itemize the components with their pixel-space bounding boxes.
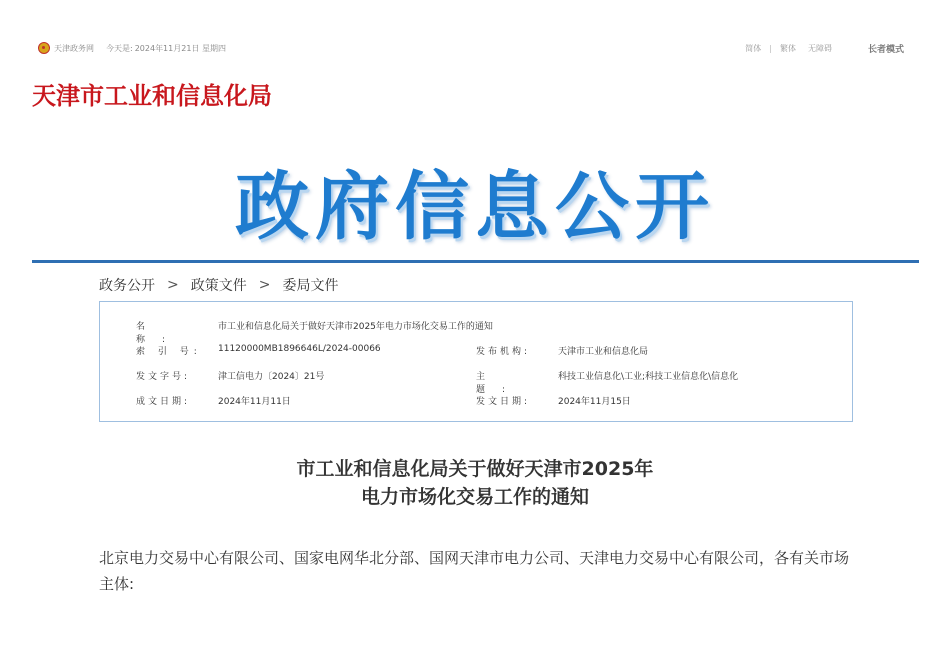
meta-created-label: 成文日期:: [136, 397, 191, 407]
header-divider: [32, 260, 919, 263]
elder-mode-link[interactable]: 长者模式: [867, 45, 904, 55]
traditional-link[interactable]: 繁体: [779, 44, 796, 53]
breadcrumb: [99, 275, 338, 295]
accessibility-link[interactable]: 无障碍: [807, 44, 832, 53]
top-bar-left: [38, 42, 226, 54]
meta-published-label: 发文日期:: [476, 397, 531, 407]
site-logo-title[interactable]: 天津市工业和信息化局: [32, 82, 272, 110]
top-bar: [0, 0, 950, 60]
meta-index-value: 11120000MB1896646L/2024-00066: [218, 344, 381, 354]
meta-name-value: 市工业和信息化局关于做好天津市2025年电力市场化交易工作的通知: [218, 322, 493, 332]
meta-row-docno: [100, 369, 852, 393]
meta-published-value: 2024年11月15日: [558, 397, 631, 407]
today-date: 2024年11月21日 星期四: [134, 43, 226, 53]
meta-row-index: [100, 344, 852, 368]
breadcrumb-separator: >: [258, 277, 271, 293]
simplified-link[interactable]: 简体: [745, 44, 762, 53]
meta-docno-label: 发文字号:: [136, 372, 191, 382]
today-label: 今天是:: [106, 43, 133, 53]
document-title-line-1: 市工业和信息化局关于做好天津市2025年: [296, 458, 654, 480]
meta-docno-value: 津工信电力〔2024〕21号: [218, 372, 325, 382]
breadcrumb-separator: >: [167, 277, 179, 293]
hero-banner-title: 政府信息公开: [235, 164, 715, 250]
meta-topic-value: 科技工业信息化\工业;科技工业信息化\信息化: [558, 372, 739, 382]
breadcrumb-item-bureau-docs[interactable]: 委局文件: [282, 278, 339, 294]
breadcrumb-item-gov-affairs[interactable]: 政务公开: [99, 278, 155, 294]
breadcrumb-item-policy-docs[interactable]: 政策文件: [190, 278, 247, 294]
document-salutation: 北京电力交易中心有限公司、国家电网华北分部、国网天津市电力公司、天津电力交易中心有限公司，各有关市场主体:: [99, 549, 850, 593]
meta-topic-label: 主 题:: [476, 372, 523, 395]
document-title-line-2: 电力市场化交易工作的通知: [360, 486, 589, 508]
meta-name-label: 名 称:: [136, 322, 183, 345]
site-link[interactable]: 天津政务网: [54, 43, 94, 53]
meta-index-label: 索 引 号:: [136, 347, 202, 357]
meta-row-dates: [100, 394, 852, 418]
meta-issuer-label: 发布机构:: [476, 347, 531, 357]
document-title: [0, 455, 950, 511]
meta-row-name: [100, 319, 852, 343]
divider: |: [769, 44, 772, 53]
national-emblem-icon: [38, 42, 50, 54]
document-metadata-table: [99, 301, 853, 422]
meta-issuer-value: 天津市工业和信息化局: [558, 347, 649, 357]
top-bar-right: [745, 42, 904, 55]
meta-created-value: 2024年11月11日: [218, 397, 291, 407]
